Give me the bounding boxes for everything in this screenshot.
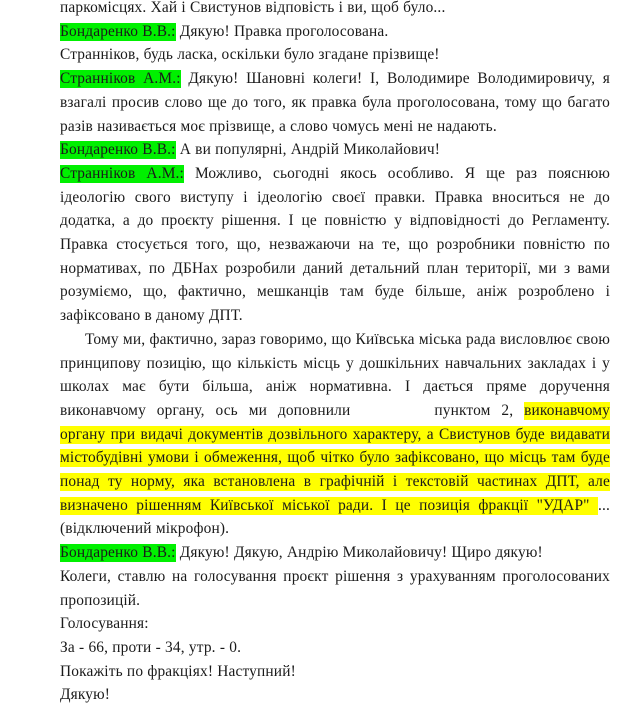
paragraph-text: Можливо, сьогодні якось особливо. Я ще раз пояснюю ідеологію свого виступу і ідеологію своєї правки. Правка вноситься не до додатка, а до проєкту рішення. І це повністю у відповідності до Регламенту. Правка стосується того, що, незважаючи на те, що розробники повністю по нормативах, по ДБНах розробили даний детальний план території, ми з вами розуміємо, що, фактично, мешканців там буде більше, аніж розроблено і зафіксовано в даному ДПТ.: [60, 164, 610, 325]
paragraph-call-to-vote: Колеги, ставлю на голосування проєкт рішення з урахуванням проголосованих пропозицій.: [60, 567, 610, 609]
paragraph-text: Дякую! Шановні колеги! І, Володимире Володимировичу, я взагалі просив слово ще до того, як правка була проголосована, тому що багато разів називається моє прізвище, а слово чомусь мені не надають.: [60, 70, 610, 135]
voting-heading: Голосування:: [60, 615, 149, 633]
paragraph-closing-thanks: Дякую!: [60, 686, 111, 704]
paragraph-text-microphone-note: ...(відключений мікрофон).: [60, 496, 610, 538]
paragraph-strannikov-invite: Странніков, будь ласка, оскільки було згадане прізвище!: [60, 46, 440, 64]
paragraph-highlighted-amendment: [60, 328, 610, 541]
paragraph-text: Дякую! Правка проголосована.: [175, 22, 389, 40]
paragraph-speaker-bondarenko-2: [60, 138, 610, 162]
speaker-label-bondarenko: Бондаренко В.В.:: [60, 141, 176, 159]
paragraph-clipped-top: паркомісцях. Хай і Свистунов відповість і ви, щоб було...: [60, 0, 446, 16]
paragraph-text-clause-number: пунктом 2,: [434, 401, 525, 419]
speaker-label-strannikov: Странніков А.М.:: [60, 70, 181, 88]
speaker-label-bondarenko: Бондаренко В.В.:: [60, 544, 176, 562]
paragraph-show-by-factions: Покажіть по фракціях! Наступний!: [60, 662, 296, 680]
paragraph-speaker-strannikov-1: [60, 67, 610, 138]
paragraph-speaker-bondarenko-1: [60, 20, 610, 44]
voting-result-line: За - 66, проти - 34, утр. - 0.: [60, 638, 242, 656]
speaker-label-bondarenko: Бондаренко В.В.:: [60, 22, 176, 40]
paragraph-speaker-strannikov-2: [60, 162, 610, 328]
paragraph-text: Дякую! Дякую, Андрію Миколайовичу! Щиро дякую!: [175, 544, 543, 562]
highlighted-amendment-text: виконавчому органу при видачі документів дозвільного характеру, а Свистунов буде видавати містобудівні умови і обмеження, щоб чітко було зафіксовано, що місць там буде понад ту норму, яка встановлена в графічній і текстовій частинах ДПТ, але визначено рішенням Київської міської ради. І це позиція фракції "УДАР": [60, 401, 610, 514]
paragraph-text-lead: Тому ми, фактично, зараз говоримо, що Київська міська рада висловлює свою принципову позицію, що кількість місць у дошкільних навчальних закладах і у школах має бути більша, аніж нормативна. І дається пряме доручення виконавчому органу, ось ми доповнили: [60, 330, 610, 419]
paragraph-speaker-bondarenko-3: [60, 541, 610, 565]
paragraph-text: А ви популярні, Андрій Миколайович!: [175, 141, 441, 159]
speaker-label-strannikov: Странніков А.М.:: [60, 164, 184, 182]
